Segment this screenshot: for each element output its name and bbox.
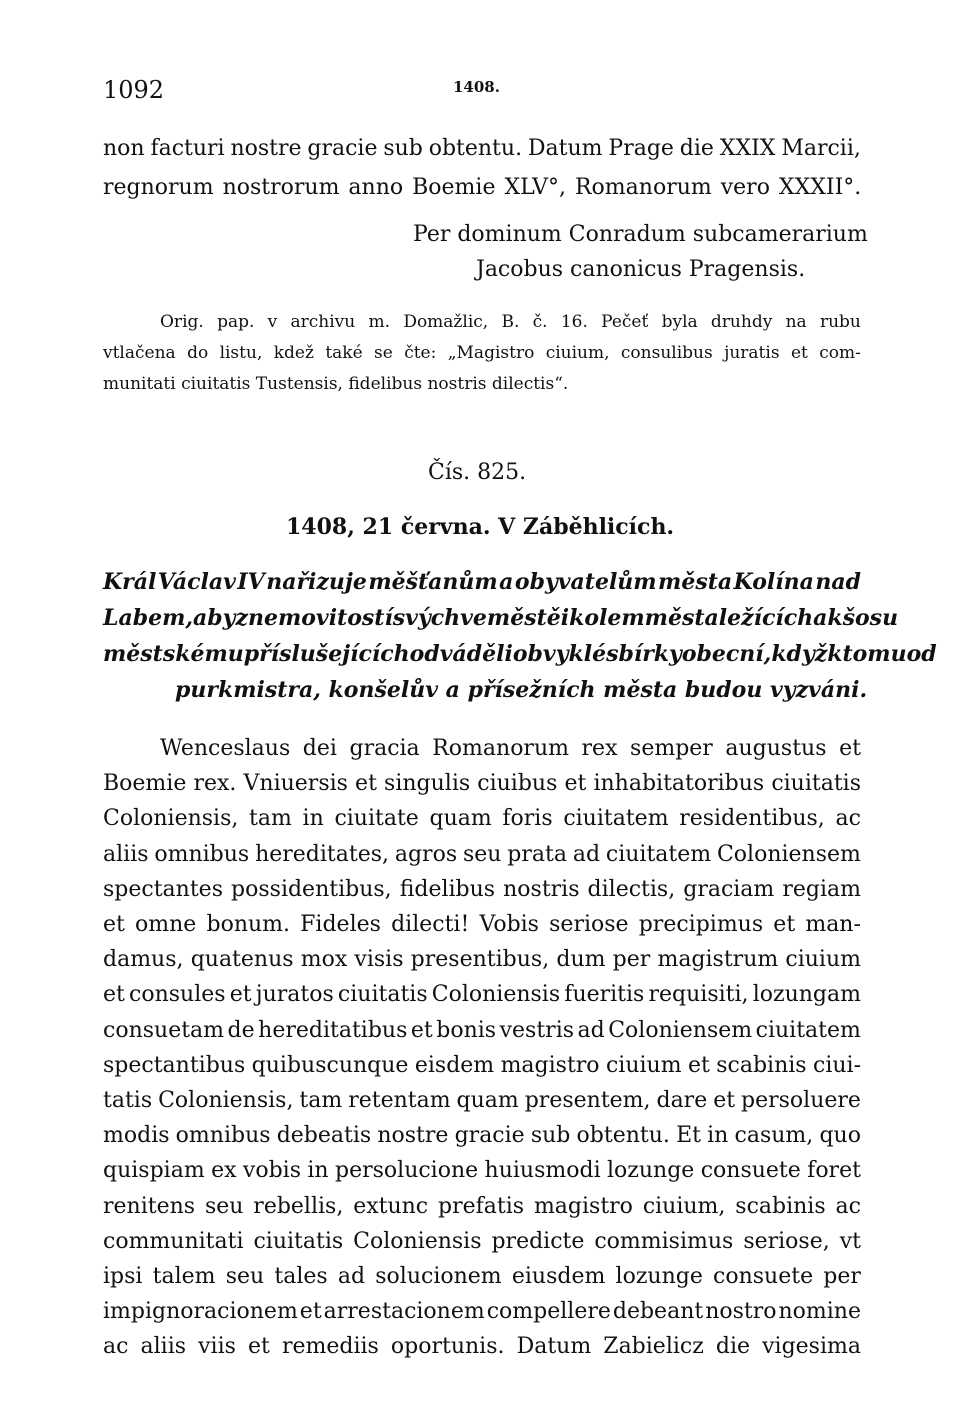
body-text-line: modis omnibus debeatis nostre gracie sub obtentu. Et in casum, quo (103, 1123, 861, 1149)
signature-line-1: Per dominum Conradum subcamerarium (413, 222, 868, 247)
body-text-line: damus, quatenus mox visis presentibus, dum per magistrum ciuium (103, 947, 861, 973)
summary-line-4: purkmistra, konšelův a přísežních města budou vyzváni. (175, 677, 868, 703)
body-text-line: tatis Coloniensis, tam retentam quam presentem, dare et persoluere (103, 1088, 861, 1113)
body-text-line: impignoracionem et arrestacionem compellere debeant nostro nomine (103, 1299, 861, 1325)
summary-line-1: Král Václav IV nařizuje měšťanům a obyvatelům města Kolína nad (103, 569, 861, 595)
summary-line-3: městskému příslušejících odváděli obvyklé sbírky obecní, když k tomu od (103, 641, 937, 667)
body-text-line: aliis omnibus hereditates, agros seu prata ad ciuitatem Coloniensem (103, 841, 861, 867)
body-text-line: Boemie rex. Vniuersis et singulis ciuibus et inhabitatoribus ciuitatis (103, 771, 861, 797)
body-text-line: ac aliis viis et remediis oportunis. Datum Zabielicz die vigesima (103, 1334, 861, 1360)
summary-line-2: Labem, aby z nemovitostí svých ve městě i kolem města ležících a k šosu (103, 605, 899, 631)
archive-note-line-3: munitati ciuitatis Tustensis, fidelibus nostris dilectis“. (103, 374, 569, 394)
body-text-line: et omne bonum. Fideles dilecti! Vobis seriose precipimus et man- (103, 912, 861, 937)
body-text-line: quispiam ex vobis in persolucione huiusmodi lozunge consuete foret (103, 1158, 861, 1184)
running-head-year: 1408. (453, 78, 500, 96)
archive-note-line-2: vtlačena do listu, kdež také se čte: „Magistro ciuium, consulibus juratis et com- (103, 343, 861, 363)
body-text-line: Coloniensis, tam in ciuitate quam foris ciuitatem residentibus, ac (103, 806, 861, 832)
closing-line-2: regnorum nostrorum anno Boemie XLV°, Romanorum vero XXXII°. (103, 175, 862, 200)
archive-note-line-1: Orig. pap. v archivu m. Domažlic, B. č. 16. Pečeť byla druhdy na rubu (160, 312, 861, 332)
body-text-line: spectantibus quibuscunque eisdem magistro ciuium et scabinis ciui- (103, 1052, 861, 1078)
body-text-line: Wenceslaus dei gracia Romanorum rex semper augustus et (160, 736, 861, 761)
document-number: Čís. 825. (428, 460, 527, 485)
body-text-line: renitens seu rebellis, extunc prefatis magistro ciuium, scabinis ac (103, 1193, 861, 1219)
page-number: 1092 (103, 76, 165, 104)
signature-line-2: Jacobus canonicus Pragensis. (476, 257, 806, 282)
body-text-line: et consules et juratos ciuitatis Coloniensis fueritis requisiti, lozungam (103, 982, 861, 1008)
body-text-line: ipsi talem seu tales ad solucionem eiusdem lozunge consuete per (103, 1264, 861, 1289)
body-text-line: spectantes possidentibus, fidelibus nostris dilectis, graciam regiam (103, 876, 861, 902)
body-text-line: communitati ciuitatis Coloniensis predicte commisimus seriose, vt (103, 1228, 861, 1254)
closing-line-1: non facturi nostre gracie sub obtentu. Datum Prage die XXIX Marcii, (103, 136, 861, 161)
body-text-line: consuetam de hereditatibus et bonis vestris ad Coloniensem ciuitatem (103, 1017, 861, 1043)
document-date-place: 1408, 21 června. V Záběhlicích. (286, 514, 675, 540)
